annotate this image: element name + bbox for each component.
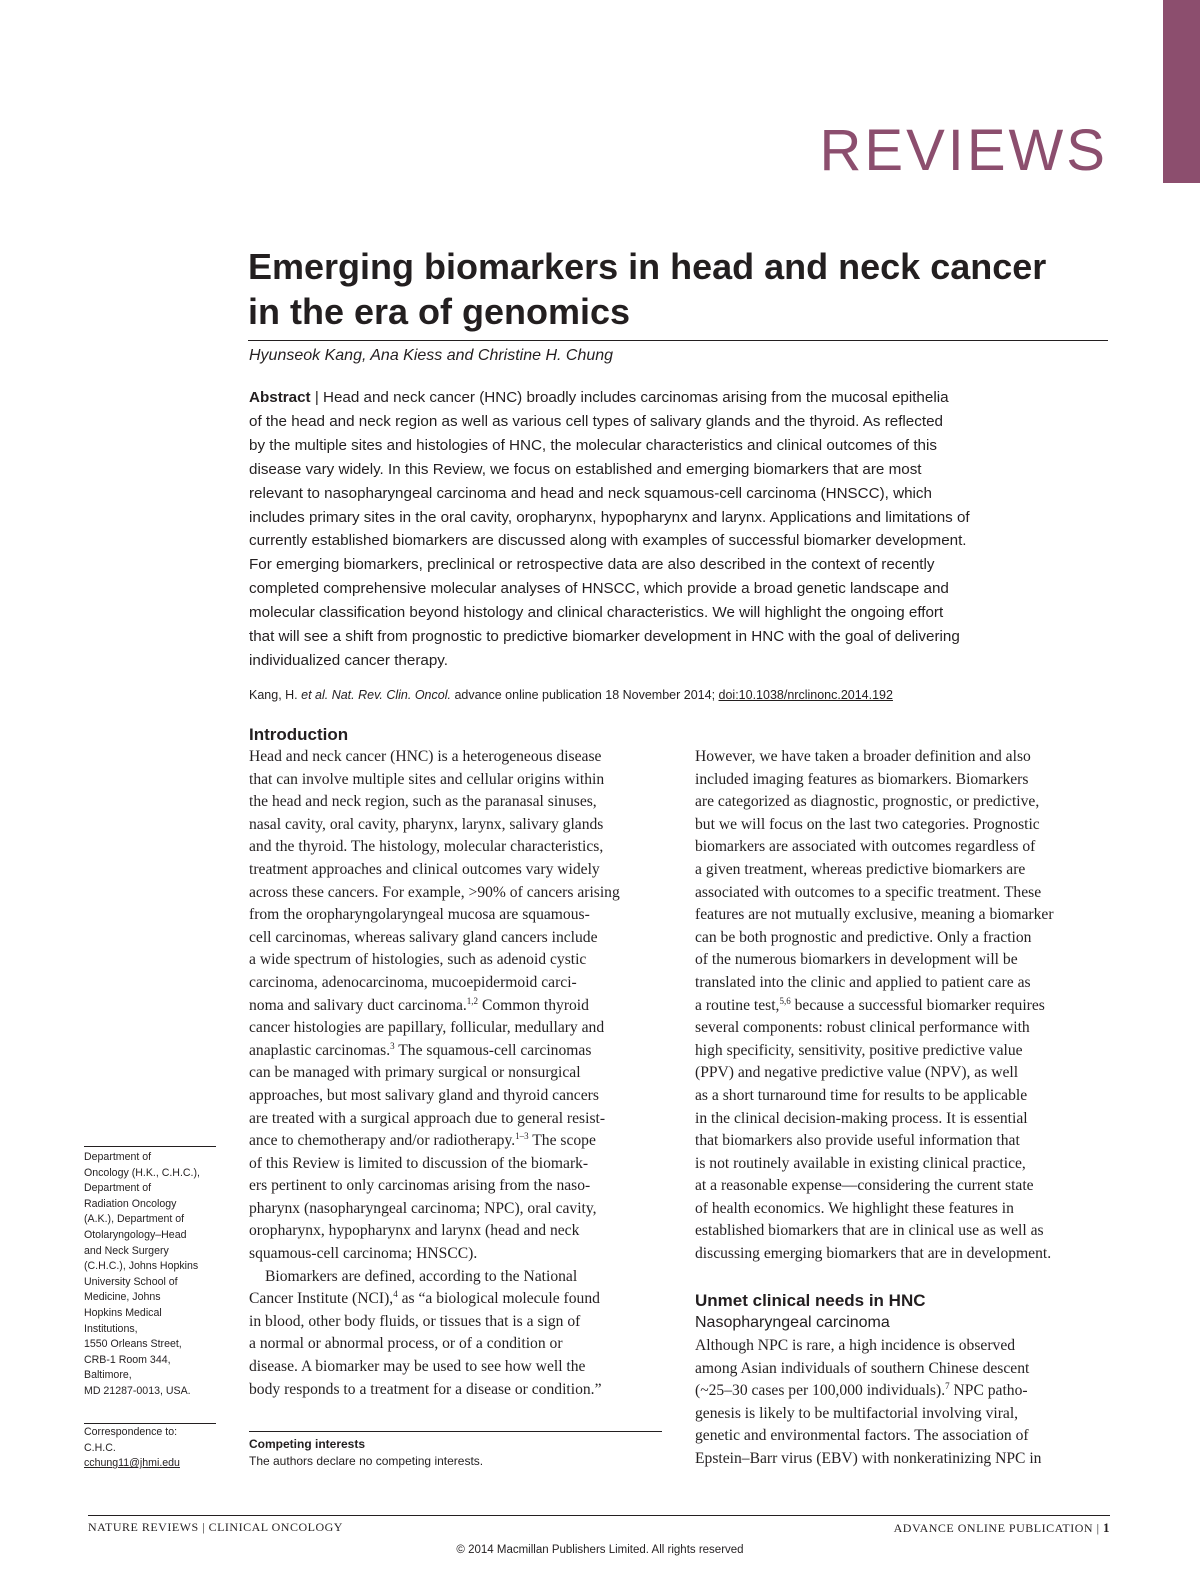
- title-divider: [248, 340, 1108, 341]
- affiliation-line: and Neck Surgery: [84, 1244, 169, 1257]
- abstract-line: disease vary widely. In this Review, we focus on established and emerging biomarkers that are most: [249, 460, 922, 478]
- body-line: included imaging features as biomarkers. Biomarkers: [695, 770, 1029, 788]
- body-line: established biomarkers that are in clinical use as well as: [695, 1222, 1044, 1240]
- footer-journal-name: NATURE REVIEWS: [88, 1520, 199, 1534]
- affiliation-line: Baltimore,: [84, 1369, 132, 1382]
- body-line: is not routinely available in existing clinical practice,: [695, 1154, 1026, 1172]
- correspondence-name: C.H.C.: [84, 1441, 116, 1454]
- footer-divider: [88, 1515, 1110, 1516]
- abstract-line: that will see a shift from prognostic to predictive biomarker development in HNC with the goal of delivering: [249, 628, 960, 646]
- affiliation-line: 1550 Orleans Street,: [84, 1338, 182, 1351]
- citation-et-al: et al.: [301, 688, 329, 702]
- body-line: translated into the clinic and applied to patient care as: [695, 973, 1031, 991]
- competing-interests-heading: Competing interests: [249, 1437, 366, 1451]
- affiliation-line: Department of: [84, 1182, 152, 1195]
- body-line: biomarkers are associated with outcomes regardless of: [695, 838, 1036, 856]
- body-line: high specificity, sensitivity, positive predictive value: [695, 1041, 1023, 1059]
- correspondence-label: Correspondence to:: [84, 1426, 178, 1438]
- introduction-heading: Introduction: [249, 725, 349, 744]
- introduction-left-column: [249, 746, 664, 1401]
- abstract-line: includes primary sites in the oral cavity, oropharynx, hypopharynx and larynx. Applications and limitations of: [249, 508, 970, 526]
- abstract-line: relevant to nasopharyngeal carcinoma and head and neck squamous-cell carcinoma (HNSCC), which: [249, 484, 932, 502]
- body-line: Although NPC is rare, a high incidence is observed: [695, 1337, 1016, 1354]
- citation-publication: advance online publication 18 November 2014;: [450, 688, 719, 702]
- abstract: [249, 386, 1109, 673]
- abstract-line: molecular classification beyond histology and clinical characteristics. We will highlight the ongoing effort: [249, 604, 944, 622]
- body-line: at a reasonable expense—considering the current state: [695, 1177, 1034, 1195]
- body-line: in the clinical decision-making process. It is essential: [695, 1109, 1028, 1127]
- body-line: as a short turnaround time for results to be applicable: [695, 1086, 1028, 1104]
- body-line: that biomarkers also provide useful information that: [695, 1132, 1020, 1150]
- affiliation-line: Institutions,: [84, 1322, 138, 1335]
- body-line: (PPV) and negative predictive value (NPV), as well: [695, 1064, 1019, 1082]
- footer-separator: |: [1093, 1521, 1103, 1535]
- abstract-line: individualized cancer therapy.: [249, 651, 448, 669]
- affiliation-line: Otolaryngology–Head: [84, 1228, 187, 1241]
- body-line: that can involve multiple sites and cellular origins within: [249, 770, 605, 788]
- page-number: 1: [1103, 1520, 1110, 1535]
- body-line: carcinoma, adenocarcinoma, mucoepidermoid carci-: [249, 973, 577, 991]
- competing-interests-divider: [249, 1431, 662, 1432]
- copyright-notice: © 2014 Macmillan Publishers Limited. All rights reserved: [456, 1544, 744, 1556]
- affiliation-line: (A.K.), Department of: [84, 1213, 185, 1226]
- footer-journal-section: CLINICAL ONCOLOGY: [208, 1520, 343, 1534]
- body-line: associated with outcomes to a specific treatment. These: [695, 883, 1042, 901]
- reference-superscript[interactable]: 1,2: [466, 995, 479, 1006]
- body-line: of the numerous biomarkers in development will be: [695, 951, 1018, 969]
- npc-body: [695, 1335, 1110, 1471]
- abstract-separator: |: [310, 389, 324, 406]
- footer-journal: [88, 1520, 343, 1535]
- affiliation-line: CRB-1 Room 344,: [84, 1353, 171, 1366]
- abstract-line: completed comprehensive molecular analyses of HNSCC, which provide a broad genetic landscape and: [249, 580, 949, 598]
- abstract-line: by the multiple sites and histologies of HNC, the molecular characteristics and clinical outcomes of this: [249, 436, 937, 454]
- body-line: of health economics. We highlight these features in: [695, 1199, 1014, 1217]
- article-title: [248, 244, 1128, 334]
- body-line: (~25–30 cases per 100,000 individuals).$^7$ NPC patho-: [695, 1381, 1028, 1400]
- abstract-line: For emerging biomarkers, preclinical or retrospective data are also described in the context of recently: [249, 556, 935, 574]
- body-line: among Asian individuals of southern Chinese descent: [695, 1359, 1030, 1377]
- body-line: However, we have taken a broader definition and also: [695, 748, 1031, 765]
- footer-separator: |: [198, 1520, 209, 1534]
- affiliation-line: University School of: [84, 1275, 178, 1288]
- body-line: Biomarkers are defined, according to the National: [265, 1267, 578, 1285]
- body-line: disease. A biomarker may be used to see how well the: [249, 1358, 586, 1376]
- affiliation-line: Radiation Oncology: [84, 1197, 177, 1210]
- reference-superscript[interactable]: 1–3: [515, 1130, 529, 1141]
- title-line: in the era of genomics: [248, 291, 631, 332]
- footer-publication: [894, 1520, 1110, 1536]
- correspondence-email-link[interactable]: cchung11@jhmi.edu: [84, 1457, 180, 1470]
- body-line: but we will focus on the last two categories. Prognostic: [695, 815, 1040, 833]
- body-line: from the oropharyngolaryngeal mucosa are squamous-: [249, 906, 590, 924]
- body-line: genesis is likely to be multifactorial involving viral,: [695, 1404, 1019, 1422]
- body-line: squamous-cell carcinoma; HNSCC).: [249, 1245, 478, 1263]
- body-line: in blood, other body fluids, or tissues that is a sign of: [249, 1312, 581, 1330]
- body-line: discussing emerging biomarkers that are in development.: [695, 1245, 1052, 1263]
- correspondence: [84, 1425, 180, 1472]
- abstract-label: Abstract: [249, 389, 311, 406]
- abstract-line: Head and neck cancer (HNC) broadly includes carcinomas arising from the mucosal epithelia: [323, 389, 949, 406]
- introduction-right-column: [695, 746, 1110, 1266]
- body-line: Cancer Institute (NCI),$^4$ as “a biological molecule found: [249, 1289, 600, 1308]
- author-list: Hyunseok Kang, Ana Kiess and Christine H. Chung: [249, 347, 614, 364]
- footer-publication-label: ADVANCE ONLINE PUBLICATION: [893, 1521, 1094, 1535]
- unmet-needs-heading: Unmet clinical needs in HNC: [695, 1291, 926, 1310]
- body-line: the head and neck region, such as the paranasal sinuses,: [249, 793, 597, 811]
- reference-superscript[interactable]: 3: [390, 1040, 395, 1051]
- body-line: cancer histologies are papillary, follicular, medullary and: [249, 1019, 605, 1037]
- body-line: Epstein–Barr virus (EBV) with nonkeratinizing NPC in: [695, 1449, 1042, 1467]
- npc-subheading: Nasopharyngeal carcinoma: [695, 1314, 890, 1331]
- body-line: cell carcinomas, whereas salivary gland cancers include: [249, 928, 598, 946]
- body-line: across these cancers. For example, >90% of cancers arising: [249, 883, 620, 901]
- section-label: REVIEWS: [819, 118, 1108, 183]
- body-line: genetic and environmental factors. The association of: [695, 1427, 1029, 1445]
- citation: [249, 688, 893, 702]
- doi-link[interactable]: doi:10.1038/nrclinonc.2014.192: [718, 688, 893, 702]
- affiliation-line: Medicine, Johns: [84, 1291, 161, 1304]
- title-line: Emerging biomarkers in head and neck cancer: [248, 246, 1047, 287]
- body-line: noma and salivary duct carcinoma.$^{1,2}$ Common thyroid: [249, 995, 589, 1014]
- body-line: are categorized as diagnostic, prognostic, or predictive,: [695, 793, 1040, 811]
- citation-journal: Nat. Rev. Clin. Oncol.: [328, 688, 451, 702]
- body-line: a given treatment, whereas predictive biomarkers are: [695, 860, 1026, 878]
- body-line: body responds to a treatment for a disease or condition.”: [249, 1380, 602, 1398]
- body-line: Head and neck cancer (HNC) is a heterogeneous disease: [249, 748, 602, 765]
- affiliation-line: (C.H.C.), Johns Hopkins: [84, 1260, 199, 1273]
- body-line: anaplastic carcinomas.$^3$ The squamous-cell carcinomas: [249, 1040, 592, 1059]
- body-line: nasal cavity, oral cavity, pharynx, larynx, salivary glands: [249, 815, 604, 833]
- body-line: a routine test,$^{5,6}$ because a successful biomarker requires: [695, 995, 1045, 1014]
- body-line: a normal or abnormal process, or of a condition or: [249, 1335, 563, 1353]
- body-line: a wide spectrum of histologies, such as adenoid cystic: [249, 951, 587, 969]
- body-line: treatment approaches and clinical outcomes vary widely: [249, 860, 600, 878]
- body-line: ance to chemotherapy and/or radiotherapy.$^{1-3}$ The scope: [249, 1130, 596, 1150]
- section-color-tab: [1163, 0, 1200, 183]
- body-line: approaches, but most salivary gland and thyroid cancers: [249, 1086, 599, 1104]
- abstract-line: currently established biomarkers are discussed along with examples of successful biomarker development.: [249, 532, 967, 550]
- affiliation-divider: [84, 1146, 216, 1147]
- body-line: can be both prognostic and predictive. Only a fraction: [695, 928, 1032, 946]
- affiliation-line: Hopkins Medical: [84, 1306, 162, 1319]
- affiliation-line: Department of: [84, 1151, 152, 1163]
- body-line: pharynx (nasopharyngeal carcinoma; NPC), oral cavity,: [249, 1199, 597, 1217]
- body-line: and the thyroid. The histology, molecular characteristics,: [249, 838, 604, 856]
- body-line: several components: robust clinical performance with: [695, 1019, 1030, 1037]
- body-line: features are not mutually exclusive, meaning a biomarker: [695, 906, 1054, 924]
- affiliation-line: Oncology (H.K., C.H.C.),: [84, 1166, 200, 1179]
- citation-authors: Kang, H.: [249, 688, 302, 702]
- author-affiliations: [84, 1150, 224, 1400]
- abstract-line: of the head and neck region as well as various cell types of salivary glands and the thyroid. As reflected: [249, 412, 943, 430]
- affiliation-line: MD 21287-0013, USA.: [84, 1384, 191, 1397]
- body-line: are treated with a surgical approach due to general resist-: [249, 1109, 606, 1127]
- reference-superscript[interactable]: 4: [393, 1289, 398, 1300]
- correspondence-divider: [84, 1423, 216, 1424]
- competing-interests-text: The authors declare no competing interests.: [249, 1454, 484, 1468]
- reference-superscript[interactable]: 5,6: [779, 995, 791, 1006]
- body-line: oropharynx, hypopharynx and larynx (head and neck: [249, 1222, 580, 1240]
- body-line: of this Review is limited to discussion of the biomark-: [249, 1154, 589, 1172]
- reference-superscript[interactable]: 7: [945, 1381, 950, 1391]
- body-line: ers pertinent to only carcinomas arising from the naso-: [249, 1177, 591, 1195]
- body-line: can be managed with primary surgical or nonsurgical: [249, 1064, 581, 1082]
